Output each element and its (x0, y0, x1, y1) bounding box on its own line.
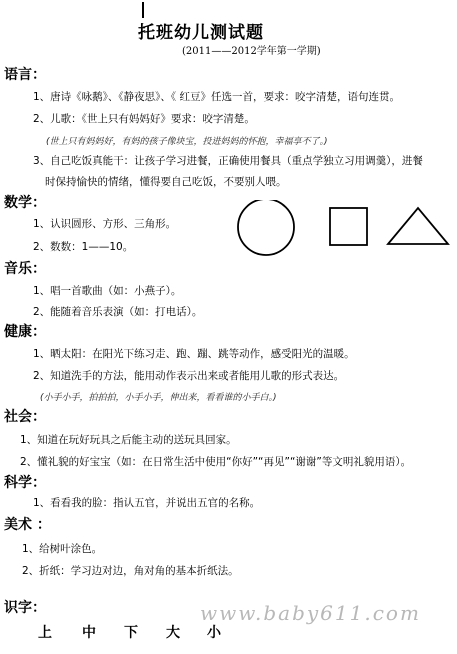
language-note: (世上只有妈妈好，有妈的孩子像块宝，投进妈妈的怀抱，幸福享不了。) (46, 137, 328, 147)
literacy-char: 小 (207, 625, 221, 641)
literacy-chars (0, 622, 457, 646)
square-shape (330, 208, 367, 245)
social-item-1: 1、知道在玩好玩具之后能主动的送玩具回家。 (20, 434, 237, 446)
language-item-1: 1、唐诗《咏鹅》、《静夜思》、《 红豆》任选一首，要求：咬字清楚，语句连贯。 (33, 91, 401, 103)
page-subtitle: (2011——2012学年第一学期) (182, 46, 321, 57)
social-item-2: 2、懂礼貌的好宝宝（如：在日常生活中使用“你好”“再见”“谢谢”等文明礼貌用语）。 (20, 456, 412, 468)
language-item-3: 3、自己吃饭真能干：让孩子学习进餐，正确使用餐具（重点学独立习用调羹），进餐 (33, 155, 423, 167)
music-item-2: 2、能随着音乐表演（如：打电话）。 (33, 306, 203, 318)
health-item-2: 2、知道洗手的方法，能用动作表示出来或者能用儿歌的形式表达。 (33, 370, 345, 382)
triangle-shape (388, 208, 448, 244)
watermark: www.baby611.com (200, 601, 421, 625)
art-item-2: 2、折纸：学习边对边，角对角的基本折纸法。 (22, 565, 239, 577)
heading-music: 音乐： (4, 261, 46, 277)
heading-health: 健康： (4, 324, 46, 340)
heading-math: 数学： (4, 195, 46, 211)
math-item-1: 1、认识圆形、方形、三角形。 (33, 218, 177, 230)
health-note: (小手小手，拍拍拍，小手小手，伸出来，看看谁的小手白。) (40, 393, 277, 403)
literacy-char: 中 (82, 625, 96, 641)
heading-art: 美术 ： (4, 517, 51, 533)
page-title: 托班幼儿测试题 (138, 23, 264, 43)
language-item-2: 2、儿歌：《世上只有妈妈好》要求：咬字清楚。 (33, 113, 255, 125)
shapes-illustration (230, 200, 452, 258)
literacy-char: 下 (124, 625, 138, 641)
heading-literacy: 识字： (4, 600, 46, 616)
literacy-char: 大 (166, 625, 180, 641)
heading-social: 社会： (4, 409, 46, 425)
art-item-1: 1、给树叶涂色。 (22, 543, 103, 555)
heading-language: 语言： (4, 67, 46, 83)
science-item-1: 1、看看我的脸：指认五官，并说出五官的名称。 (33, 497, 261, 509)
circle-shape (238, 200, 294, 255)
health-item-1: 1、晒太阳：在阳光下练习走、跑、蹦、跳等动作，感受阳光的温暖。 (33, 348, 355, 360)
music-item-1: 1、唱一首歌曲（如：小燕子）。 (33, 285, 182, 297)
literacy-char: 上 (38, 625, 52, 641)
text-cursor (142, 2, 144, 18)
math-item-2: 2、数数：1——10。 (33, 241, 134, 253)
heading-science: 科学： (4, 475, 46, 491)
language-item-3-cont: 时保持愉快的情绪，懂得要自己吃饭，不要别人喂。 (45, 176, 287, 188)
